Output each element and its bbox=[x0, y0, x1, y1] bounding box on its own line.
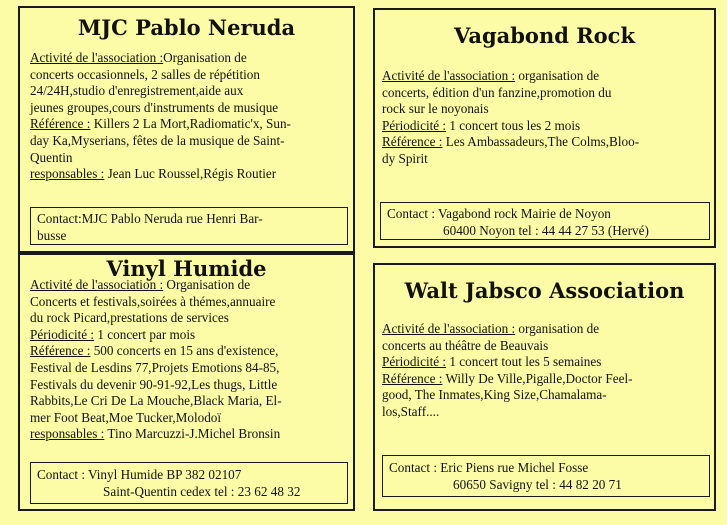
card-title: MJC Pablo Neruda bbox=[77, 15, 296, 40]
periodicite-line bbox=[382, 118, 712, 135]
activity-text: rock sur le noyonais bbox=[382, 101, 489, 117]
contact-line: Contact : Vinyl Humide BP 382 02107 bbox=[37, 467, 242, 482]
responsables-label: responsables : bbox=[30, 426, 105, 442]
reference-label: Référence : bbox=[30, 343, 91, 359]
card-body bbox=[30, 277, 352, 443]
activity-label: Activité de l'association : bbox=[382, 68, 516, 83]
periodicite-text: 1 concert par mois bbox=[94, 326, 196, 342]
card-body bbox=[382, 68, 712, 168]
reference-text: Festivals du devenir 90-91-92,Les thugs, Little bbox=[30, 376, 278, 392]
contact-line: busse bbox=[37, 228, 67, 243]
activity-label: Activité de l'association : bbox=[382, 321, 516, 336]
reference-text: 500 concerts en 15 ans d'existence, bbox=[90, 343, 279, 359]
responsables-line bbox=[30, 426, 352, 443]
activity-label: Activité de l'association : bbox=[30, 277, 164, 292]
contact-line: 60400 Noyon tel : 44 44 27 53 (Hervé) bbox=[443, 223, 649, 238]
contact-line: Contact : Eric Piens rue Michel Fosse bbox=[389, 460, 589, 475]
activity-text: Organisation de bbox=[163, 277, 251, 292]
card-mjc-pablo-neruda bbox=[18, 6, 355, 253]
responsables-text: Tino Marcuzzi-J.Michel Bronsin bbox=[104, 426, 281, 442]
contact-line: 60650 Savigny tel : 44 82 20 71 bbox=[453, 477, 622, 492]
reference-text: mer Foot Beat,Moe Tucker,Molodoï bbox=[30, 409, 222, 425]
card-title: Vinyl Humide bbox=[106, 256, 267, 281]
reference-text: day Ka,Myserians, fêtes de la musique de Saint- bbox=[30, 132, 285, 148]
activity-text: 24/24H,studio d'enregistrement,aide aux bbox=[30, 83, 244, 99]
card-vinyl-humide bbox=[18, 253, 355, 511]
responsables-line bbox=[30, 166, 352, 183]
contact-box bbox=[30, 207, 348, 245]
periodicite-label: Périodicité : bbox=[382, 117, 447, 133]
reference-text: Les Ambassadeurs,The Colms,Bloo- bbox=[442, 134, 640, 150]
reference-line bbox=[382, 371, 712, 388]
card-body bbox=[30, 50, 352, 183]
reference-label: Référence : bbox=[30, 116, 91, 132]
reference-text: Killers 2 La Mort,Radiomatic'x, Sun- bbox=[90, 116, 291, 132]
contact-box bbox=[382, 455, 710, 497]
reference-text: los,Staff.... bbox=[382, 403, 440, 419]
reference-text: dy Spirit bbox=[382, 150, 428, 166]
activity-line bbox=[382, 68, 712, 85]
activity-text: organisation de bbox=[515, 68, 600, 83]
responsables-label: responsables : bbox=[30, 166, 105, 182]
card-body bbox=[382, 321, 712, 421]
activity-line bbox=[30, 277, 352, 294]
activity-text: concerts occasionnels, 2 salles de répétition bbox=[30, 66, 260, 82]
reference-text: good, The Inmates,King Size,Chamalama- bbox=[382, 387, 607, 403]
activity-line bbox=[382, 321, 712, 338]
reference-text: Festival de Lesdins 77,Projets Emotions 84-85, bbox=[30, 359, 280, 375]
reference-text: Willy De Ville,Pigalle,Doctor Feel- bbox=[442, 370, 633, 386]
reference-line bbox=[30, 116, 352, 133]
contact-line: Saint-Quentin cedex tel : 23 62 48 32 bbox=[103, 484, 301, 499]
periodicite-line bbox=[382, 354, 712, 371]
contact-line: Contact:MJC Pablo Neruda rue Henri Bar- bbox=[37, 211, 263, 226]
card-vagabond-rock bbox=[373, 8, 716, 248]
periodicite-text: 1 concert tous les 2 mois bbox=[446, 117, 581, 133]
periodicite-label: Périodicité : bbox=[30, 326, 95, 342]
reference-line bbox=[382, 134, 712, 151]
activity-text: organisation de bbox=[515, 321, 600, 336]
reference-text: Quentin bbox=[30, 149, 73, 165]
periodicite-label: Périodicité : bbox=[382, 354, 447, 370]
periodicite-text: 1 concert tout les 5 semaines bbox=[446, 354, 602, 370]
reference-label: Référence : bbox=[382, 370, 443, 386]
activity-text: Organisation de bbox=[163, 50, 247, 65]
contact-line: Contact : Vagabond rock Mairie de Noyon bbox=[387, 206, 611, 221]
activity-text: jeunes groupes,cours d'instruments de musique bbox=[30, 99, 279, 115]
contact-box bbox=[30, 462, 348, 504]
activity-label: Activité de l'association : bbox=[30, 50, 164, 65]
periodicite-line bbox=[30, 327, 352, 344]
card-title: Vagabond Rock bbox=[453, 23, 635, 48]
contact-box bbox=[380, 202, 710, 240]
reference-text: Rabbits,Le Cri De La Mouche,Black Maria, El- bbox=[30, 393, 282, 409]
reference-line bbox=[30, 343, 352, 360]
activity-line bbox=[30, 50, 352, 67]
activity-text: du rock Picard,prestations de services bbox=[30, 310, 229, 326]
activity-text: concerts, édition d'un fanzine,promotion du bbox=[382, 84, 612, 100]
reference-label: Référence : bbox=[382, 134, 443, 150]
activity-text: concerts au théâtre de Beauvais bbox=[382, 337, 549, 353]
responsables-text: Jean Luc Roussel,Régis Routier bbox=[104, 166, 277, 182]
card-title: Walt Jabsco Association bbox=[404, 278, 685, 303]
card-walt-jabsco bbox=[373, 263, 716, 511]
activity-text: Concerts et festivals,soirées à thémes,annuaire bbox=[30, 293, 276, 309]
